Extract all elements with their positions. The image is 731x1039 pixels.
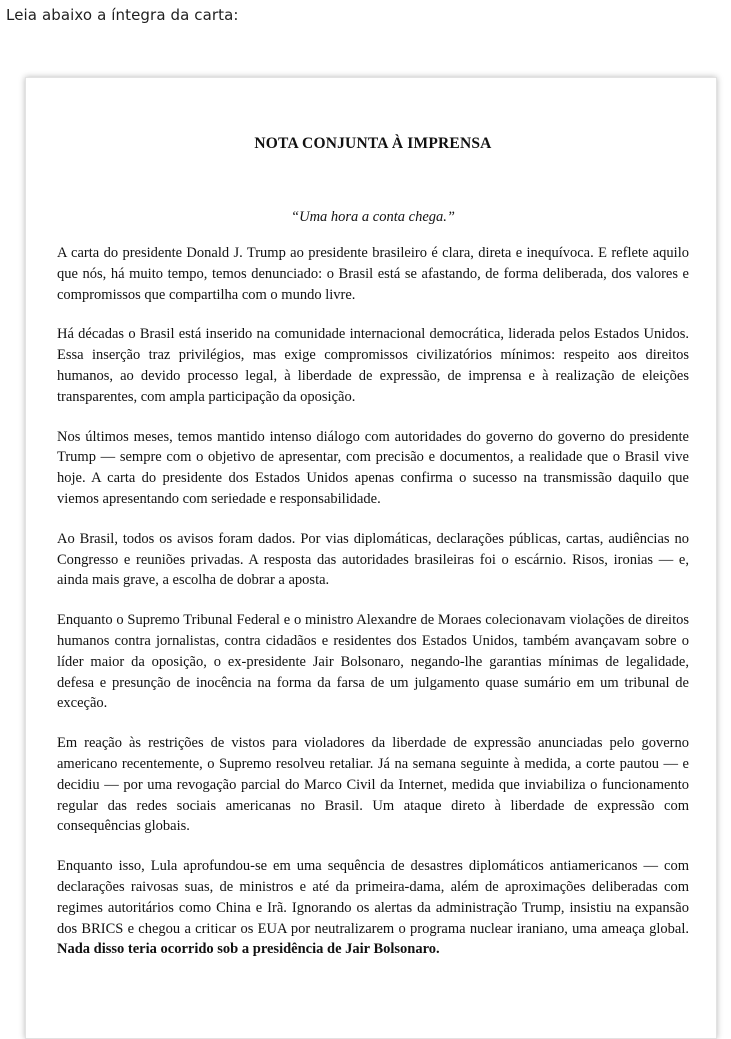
letter-paragraph: Em reação às restrições de vistos para violadores da liberdade de expressão anunciadas pelo governo americano recentemente, o Supremo resolveu retaliar. Já na semana seguinte à medida, a corte pautou — e decidiu — por uma revogação parcial do Marco Civil da Internet, medida que inviabiliza o funcionamento regular das redes sociais americanas no Brasil. Um ataque direto à liberdade de expressão com consequências globais. <box>57 735 689 835</box>
letter-paragraph: Há décadas o Brasil está inserido na comunidade internacional democrática, liderada pelos Estados Unidos. Essa inserção traz privilégios, mas exige compromissos civilizatórios mínimos: respeito aos direitos humanos, ao devido processo legal, à liberdade de expressão, de imprensa e à realização de eleições transparentes, com ampla participação da oposição. <box>57 326 689 405</box>
letter-content <box>57 135 689 979</box>
intro-heading: Leia abaixo a íntegra da carta: <box>6 6 239 24</box>
letter-paragraph: Enquanto o Supremo Tribunal Federal e o ministro Alexandre de Moraes colecionavam violações de direitos humanos contra jornalistas, contra cidadãos e residentes dos Estados Unidos, também avançavam sobre o líder maior da oposição, o ex-presidente Jair Bolsonaro, negando-lhe garantias mínimas de legalidade, defesa e presunção de inocência na forma da farsa de um julgamento quase sumário em um tribunal de exceção. <box>57 612 689 712</box>
letter-paragraph: Nos últimos meses, temos mantido intenso diálogo com autoridades do governo do governo do presidente Trump — sempre com o objetivo de apresentar, com precisão e documentos, a realidade que o Brasil vive hoje. A carta do presidente dos Estados Unidos apenas confirma o sucesso na transmissão daquilo que viemos apresentando com seriedade e responsabilidade. <box>57 428 689 507</box>
letter-final-emphasis: Nada disso teria ocorrido sob a presidência de Jair Bolsonaro. <box>57 941 440 958</box>
letter-final-paragraph <box>57 856 689 960</box>
letter-paragraph: A carta do presidente Donald J. Trump ao presidente brasileiro é clara, direta e inequívoca. E reflete aquilo que nós, há muito tempo, temos denunciado: o Brasil está se afastando, de forma deliberada, dos valores e compromissos que compartilha com o mundo livre. <box>57 245 689 303</box>
letter-title: NOTA CONJUNTA À IMPRENSA <box>254 135 492 152</box>
letter-image <box>25 77 717 1039</box>
letter-subtitle: “Uma hora a conta chega.” <box>291 209 455 225</box>
letter-paragraph: Ao Brasil, todos os avisos foram dados. Por vias diplomáticas, declarações públicas, cartas, audiências no Congresso e reuniões privadas. A resposta das autoridades brasileiras foi o escárnio. Risos, ironias — e, ainda mais grave, a escolha de dobrar a aposta. <box>57 530 689 589</box>
letter-final-text: Enquanto isso, Lula aprofundou-se em uma sequência de desastres diplomáticos antiamericanos — com declarações raivosas suas, de ministros e até da primeira-dama, além de aproximações deliberadas com regimes autoritários como China e Irã. Ignorando os alertas da administração Trump, insistiu na expansão dos BRICS e chegou a criticar os EUA por neutralizarem o programa nuclear iraniano, uma ameaça global. <box>57 858 689 937</box>
